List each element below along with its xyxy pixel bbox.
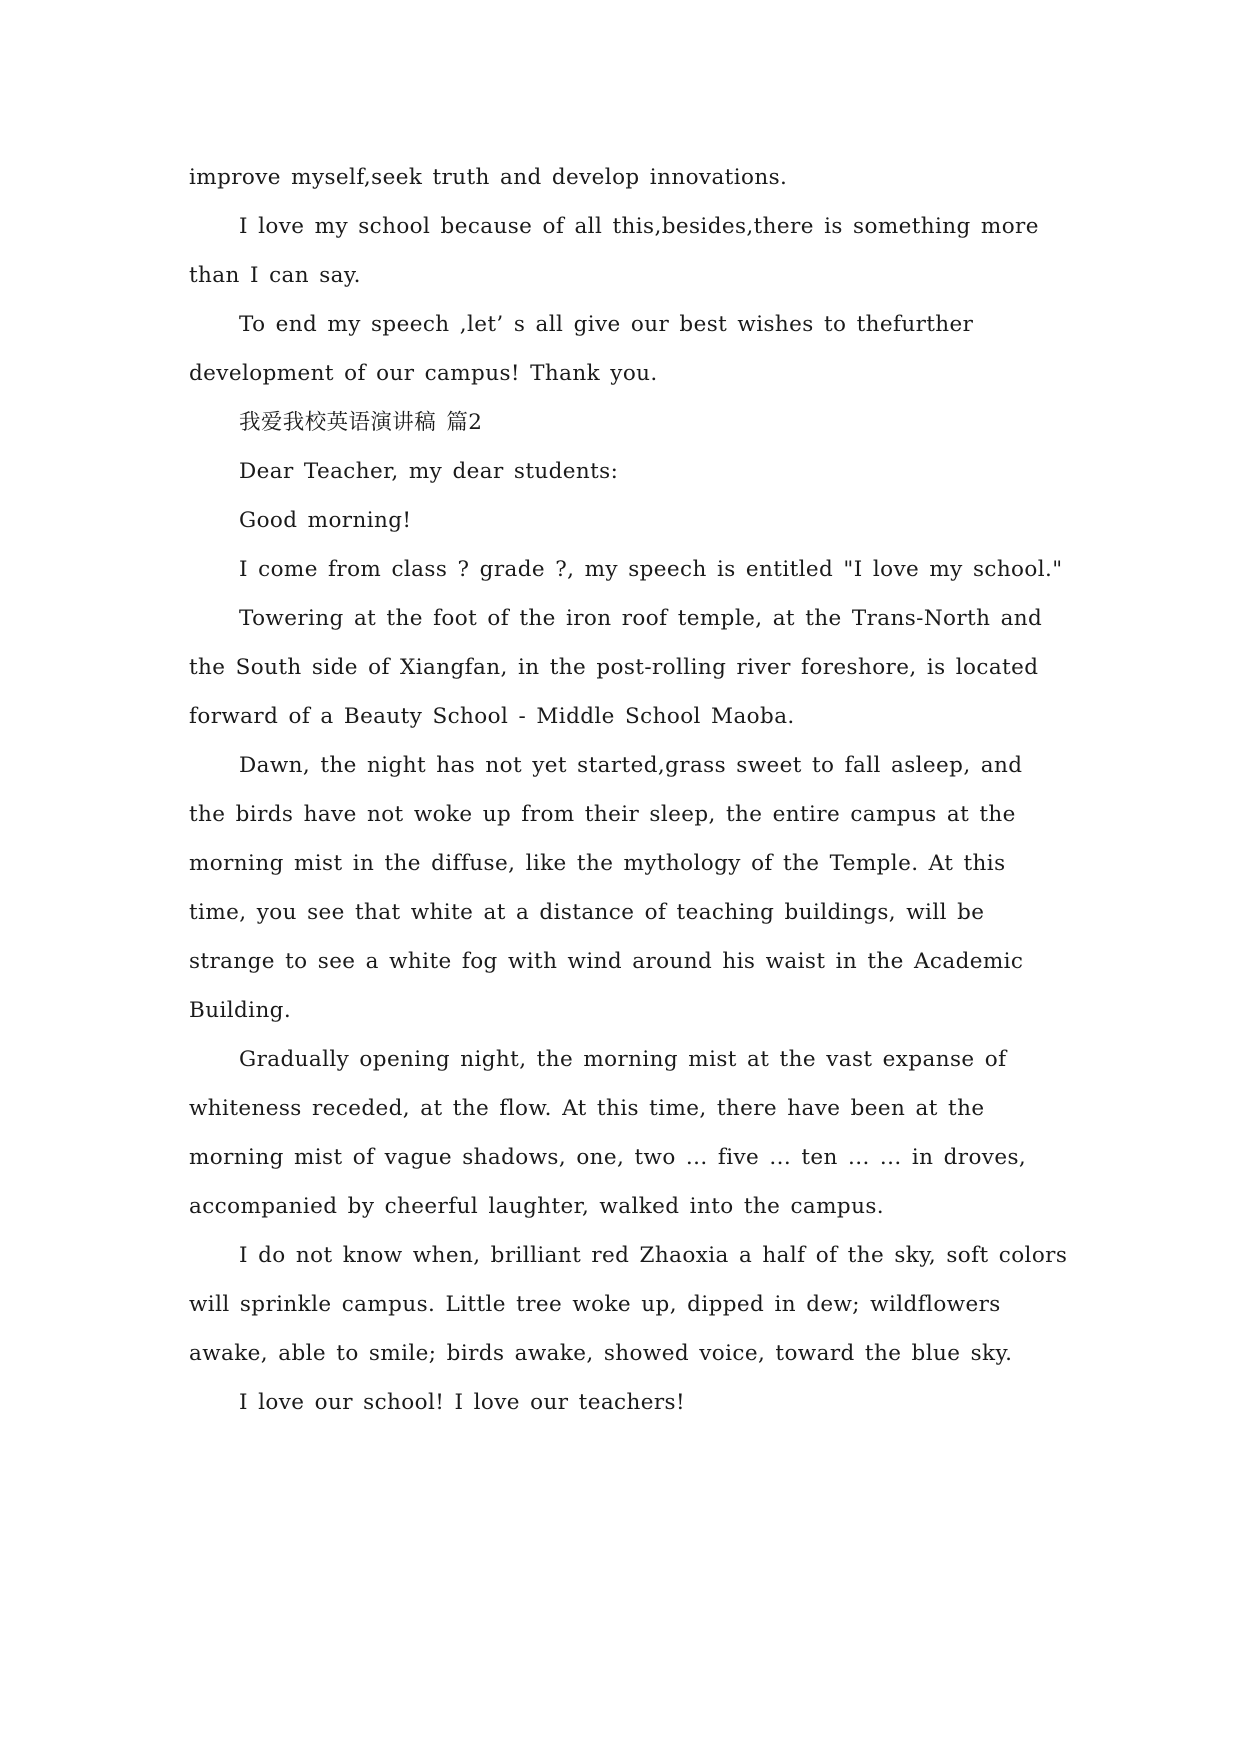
paragraph-continuation: improve myself,seek truth and develop innovations. <box>189 165 788 190</box>
paragraph: Gradually opening night, the morning mist at the vast expanse of whiteness receded, at the flow. At this time, there have been at the morning mist of vague shadows, one, two ... five ... ten ... ... in droves, accompanied by cheerful laughter, walked into the campus. <box>189 1047 1027 1219</box>
paragraph: Dawn, the night has not yet started,grass sweet to fall asleep, and the birds have not woke up from their sleep, the entire campus at the morning mist in the diffuse, like the mythology of the Temple. At this time, you see that white at a distance of teaching buildings, will be strange to see a white fog with wind around his waist in the Academic Building. <box>189 753 1024 1023</box>
paragraph: I come from class ? grade ?, my speech is entitled "I love my school." <box>239 557 1063 582</box>
section-heading: 我爱我校英语演讲稿 篇2 <box>239 410 483 435</box>
salutation: Dear Teacher, my dear students: <box>239 459 619 484</box>
paragraph: I love my school because of all this,besides,there is something more than I can say. <box>189 214 1039 288</box>
greeting: Good morning! <box>239 508 412 533</box>
paragraph: To end my speech ,let’ s all give our best wishes to thefurther development of our campus! Thank you. <box>189 312 974 386</box>
paragraph: I love our school! I love our teachers! <box>239 1390 686 1415</box>
paragraph: Towering at the foot of the iron roof temple, at the Trans-North and the South side of Xiangfan, in the post-rolling river foreshore, is located forward of a Beauty School - Middle School Maoba. <box>189 606 1043 729</box>
paragraph: I do not know when, brilliant red Zhaoxia a half of the sky, soft colors will sprinkle campus. Little tree woke up, dipped in dew; wildflowers awake, able to smile; birds awake, showed voice, toward the blue sky. <box>189 1243 1068 1366</box>
body-text <box>189 153 1069 1427</box>
